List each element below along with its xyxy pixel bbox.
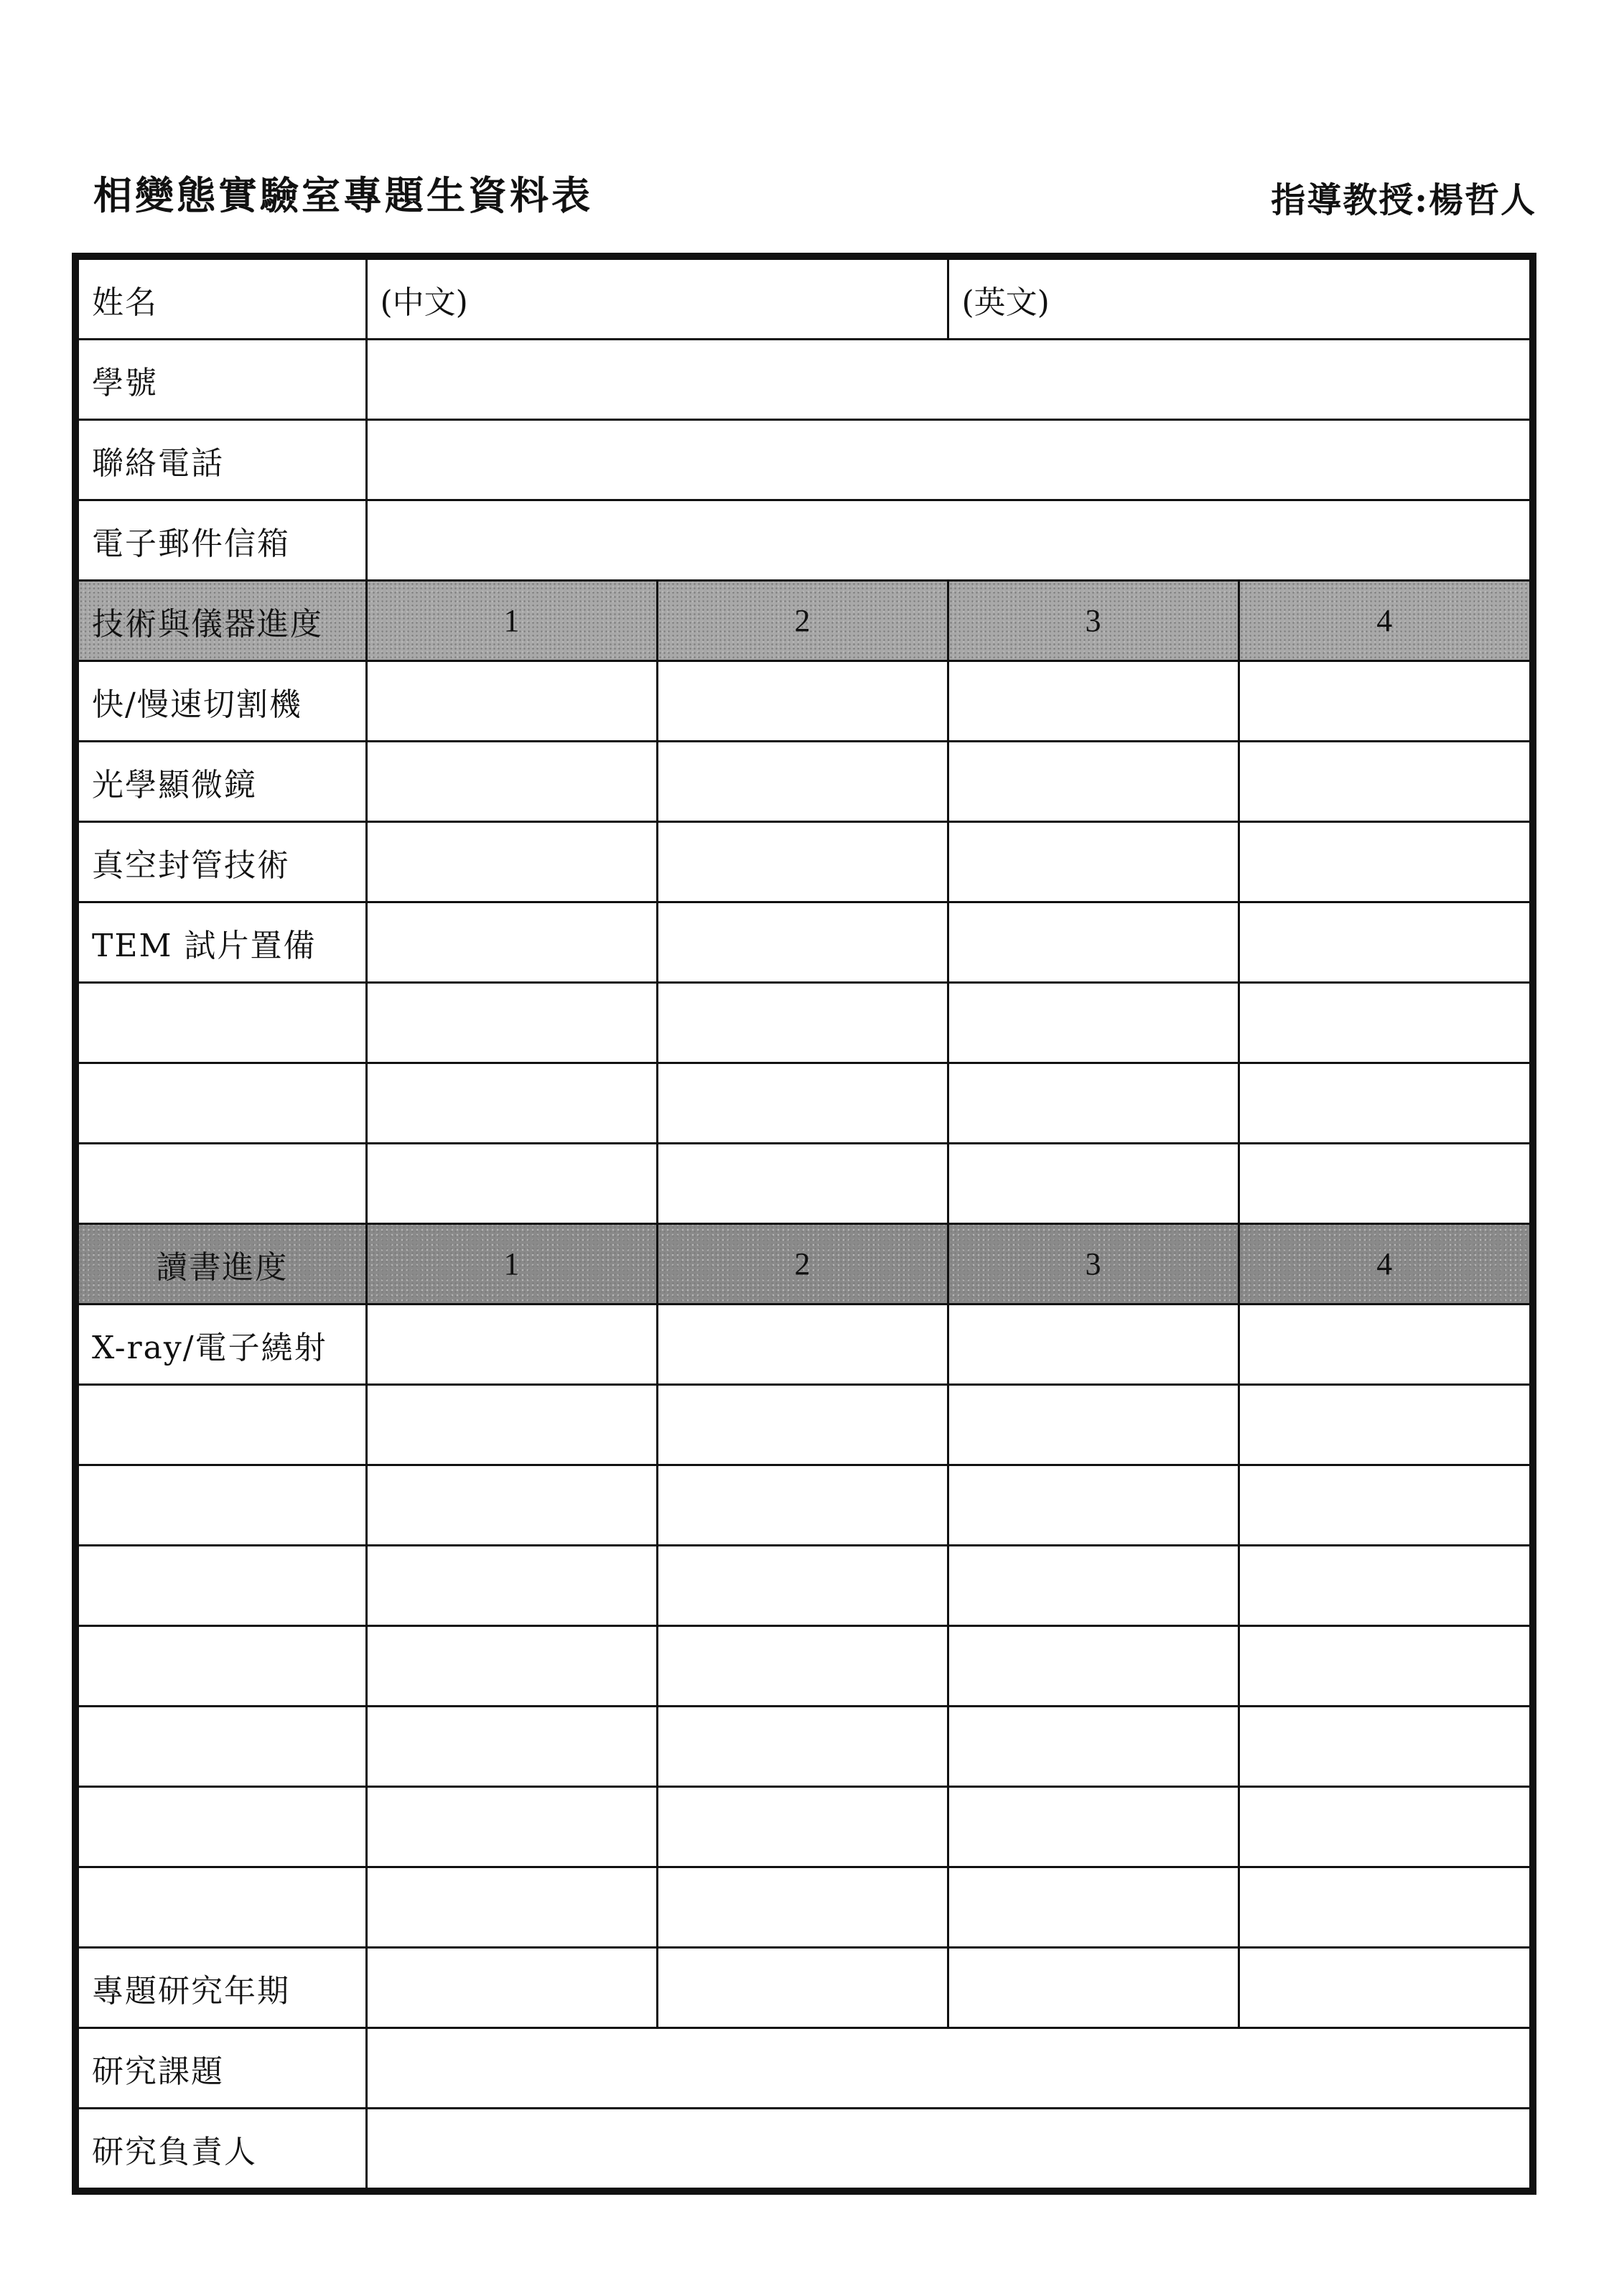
form-title: 相變態實驗室專題生資料表 (93, 172, 593, 218)
student-id-label: 學號 (79, 340, 366, 420)
tech-cell[interactable] (948, 1063, 1239, 1144)
reading-cell[interactable] (1239, 1465, 1529, 1546)
reading-cell[interactable] (948, 1787, 1239, 1867)
reading-row (79, 1465, 1529, 1546)
tech-row-label: TEM 試片置備 (79, 902, 366, 983)
tech-cell[interactable] (948, 902, 1239, 983)
reading-cell[interactable] (366, 1707, 657, 1787)
reading-row (79, 1626, 1529, 1707)
reading-cell[interactable] (948, 1385, 1239, 1465)
reading-cell[interactable] (366, 1385, 657, 1465)
reading-cell[interactable] (948, 1867, 1239, 1948)
tech-row (79, 742, 1529, 822)
student-id-row (79, 340, 1529, 420)
tech-row (79, 661, 1529, 742)
form-table (79, 260, 1529, 2188)
tech-cell[interactable] (657, 902, 948, 983)
reading-cell[interactable] (657, 1707, 948, 1787)
reading-row (79, 1385, 1529, 1465)
reading-section-title: 讀書進度 (79, 1224, 366, 1305)
project-period-label: 專題研究年期 (79, 1948, 366, 2028)
tech-cell[interactable] (1239, 1144, 1529, 1224)
tech-column-header: 4 (1239, 581, 1529, 661)
tech-cell[interactable] (366, 902, 657, 983)
reading-column-header: 2 (657, 1224, 948, 1305)
tech-cell[interactable] (657, 661, 948, 742)
reading-row-label: X-ray/電子繞射 (79, 1305, 366, 1385)
advisor-label: 指導教授:楊哲人 (1271, 180, 1536, 220)
reading-cell[interactable] (657, 1867, 948, 1948)
tech-cell[interactable] (1239, 902, 1529, 983)
tech-row (79, 983, 1529, 1063)
research-topic-row (79, 2028, 1529, 2109)
tech-column-header: 3 (948, 581, 1239, 661)
reading-cell[interactable] (366, 1626, 657, 1707)
reading-cell[interactable] (366, 1867, 657, 1948)
reading-cell[interactable] (657, 1546, 948, 1626)
reading-row-label[interactable] (79, 1385, 366, 1465)
tech-cell[interactable] (657, 742, 948, 822)
tech-cell[interactable] (948, 822, 1239, 902)
phone-row (79, 420, 1529, 500)
reading-cell[interactable] (948, 1626, 1239, 1707)
tech-cell[interactable] (948, 1144, 1239, 1224)
reading-cell[interactable] (1239, 1385, 1529, 1465)
research-topic-label: 研究課題 (79, 2028, 366, 2109)
project-period-cell[interactable] (948, 1948, 1239, 2028)
reading-cell[interactable] (1239, 1305, 1529, 1385)
tech-cell[interactable] (366, 742, 657, 822)
reading-cell[interactable] (657, 1787, 948, 1867)
reading-cell[interactable] (366, 1465, 657, 1546)
project-period-cell[interactable] (657, 1948, 948, 2028)
tech-cell[interactable] (1239, 822, 1529, 902)
reading-row (79, 1546, 1529, 1626)
tech-cell[interactable] (366, 1063, 657, 1144)
reading-row-label[interactable] (79, 1626, 366, 1707)
reading-row (79, 1867, 1529, 1948)
tech-row-label: 快/慢速切割機 (79, 661, 366, 742)
email-label: 電子郵件信箱 (79, 500, 366, 581)
reading-column-header: 1 (366, 1224, 657, 1305)
project-period-cell[interactable] (1239, 1948, 1529, 2028)
tech-row (79, 822, 1529, 902)
name-english-field[interactable]: (英文) (948, 260, 1529, 340)
reading-row-label[interactable] (79, 1867, 366, 1948)
tech-cell[interactable] (657, 983, 948, 1063)
tech-cell[interactable] (657, 822, 948, 902)
research-lead-label: 研究負責人 (79, 2109, 366, 2188)
tech-row-label[interactable] (79, 983, 366, 1063)
name-label: 姓名 (79, 260, 366, 340)
tech-cell[interactable] (1239, 983, 1529, 1063)
tech-section-title: 技術與儀器進度 (79, 581, 366, 661)
reading-row-label[interactable] (79, 1546, 366, 1626)
project-period-row (79, 1948, 1529, 2028)
tech-cell[interactable] (366, 983, 657, 1063)
tech-cell[interactable] (1239, 742, 1529, 822)
reading-cell[interactable] (657, 1465, 948, 1546)
name-row (79, 260, 1529, 340)
reading-row-label[interactable] (79, 1707, 366, 1787)
reading-cell[interactable] (948, 1465, 1239, 1546)
tech-row-label: 光學顯微鏡 (79, 742, 366, 822)
email-row (79, 500, 1529, 581)
tech-row-label[interactable] (79, 1144, 366, 1224)
reading-row (79, 1787, 1529, 1867)
tech-row-label[interactable] (79, 1063, 366, 1144)
tech-row (79, 902, 1529, 983)
tech-column-header: 2 (657, 581, 948, 661)
reading-column-header: 4 (1239, 1224, 1529, 1305)
reading-cell[interactable] (1239, 1546, 1529, 1626)
tech-cell[interactable] (366, 1144, 657, 1224)
reading-cell[interactable] (1239, 1626, 1529, 1707)
research-topic-field[interactable] (366, 2028, 1529, 2109)
reading-cell[interactable] (366, 1305, 657, 1385)
tech-row (79, 1144, 1529, 1224)
reading-column-header: 3 (948, 1224, 1239, 1305)
project-period-cell[interactable] (366, 1948, 657, 2028)
tech-cell[interactable] (948, 742, 1239, 822)
tech-column-header: 1 (366, 581, 657, 661)
reading-cell[interactable] (366, 1546, 657, 1626)
tech-cell[interactable] (1239, 661, 1529, 742)
phone-field[interactable] (366, 420, 1529, 500)
research-lead-field[interactable] (366, 2109, 1529, 2188)
tech-row-label: 真空封管技術 (79, 822, 366, 902)
reading-cell[interactable] (657, 1305, 948, 1385)
tech-cell[interactable] (948, 983, 1239, 1063)
reading-section-header (79, 1224, 1529, 1305)
tech-cell[interactable] (657, 1144, 948, 1224)
reading-cell[interactable] (948, 1305, 1239, 1385)
reading-cell[interactable] (1239, 1707, 1529, 1787)
reading-cell[interactable] (1239, 1787, 1529, 1867)
research-lead-row (79, 2109, 1529, 2188)
student-id-field[interactable] (366, 340, 1529, 420)
name-chinese-field[interactable]: (中文) (366, 260, 948, 340)
tech-row (79, 1063, 1529, 1144)
reading-cell[interactable] (366, 1787, 657, 1867)
tech-section-header (79, 581, 1529, 661)
tech-cell[interactable] (366, 661, 657, 742)
reading-cell[interactable] (657, 1385, 948, 1465)
tech-cell[interactable] (948, 661, 1239, 742)
reading-row-label[interactable] (79, 1465, 366, 1546)
reading-row (79, 1707, 1529, 1787)
page-header (72, 165, 1536, 230)
reading-cell[interactable] (948, 1707, 1239, 1787)
student-data-form (72, 253, 1536, 2195)
phone-label: 聯絡電話 (79, 420, 366, 500)
reading-cell[interactable] (948, 1546, 1239, 1626)
reading-cell[interactable] (1239, 1867, 1529, 1948)
reading-row-label[interactable] (79, 1787, 366, 1867)
tech-cell[interactable] (657, 1063, 948, 1144)
reading-row (79, 1305, 1529, 1385)
reading-cell[interactable] (657, 1626, 948, 1707)
tech-cell[interactable] (366, 822, 657, 902)
tech-cell[interactable] (1239, 1063, 1529, 1144)
email-field[interactable] (366, 500, 1529, 581)
